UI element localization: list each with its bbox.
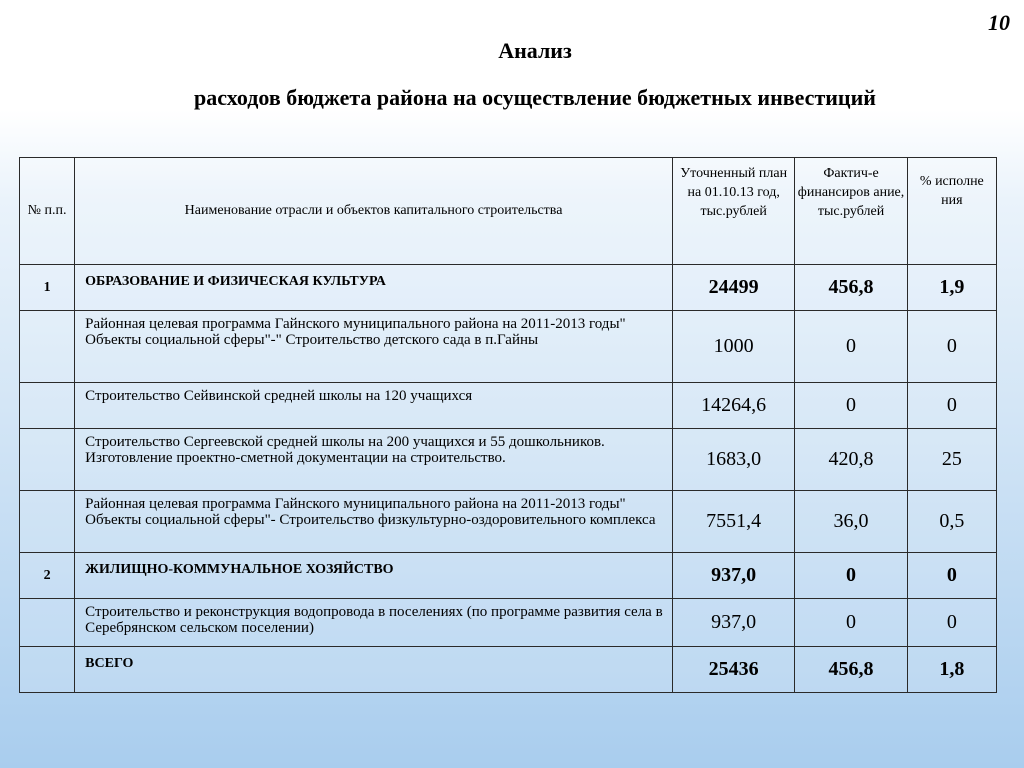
row-fact: 420,8: [795, 429, 907, 491]
row-plan: 1683,0: [672, 429, 794, 491]
row-pct: 0: [907, 553, 996, 599]
table-header-row: [20, 158, 997, 265]
row-num: [20, 311, 75, 383]
page-title: Анализ: [498, 38, 572, 63]
row-pct: 0: [907, 599, 996, 647]
row-fact: 0: [795, 311, 907, 383]
table-row: [20, 311, 997, 383]
row-name: ОБРАЗОВАНИЕ И ФИЗИЧЕСКАЯ КУЛЬТУРА: [75, 265, 673, 311]
page-subtitle: расходов бюджета района на осуществление бюджетных инвестиций: [194, 85, 876, 110]
row-fact: 0: [795, 599, 907, 647]
row-plan: 937,0: [672, 599, 794, 647]
header-fact: Фактич-е финансиров ание, тыс.рублей: [795, 158, 907, 265]
header-pct: % исполне ния: [907, 158, 996, 265]
row-fact: 456,8: [795, 647, 907, 693]
table-row: [20, 429, 997, 491]
row-num: [20, 383, 75, 429]
row-plan: 937,0: [672, 553, 794, 599]
header-name: Наименование отрасли и объектов капитального строительства: [75, 158, 673, 265]
row-pct: 1,9: [907, 265, 996, 311]
row-plan: 7551,4: [672, 491, 794, 553]
table-row: [20, 383, 997, 429]
row-name: Строительство и реконструкция водопровода в поселениях (по программе развития села в Серебрянском сельском поселении): [75, 599, 673, 647]
row-name: Районная целевая программа Гайнского муниципального района на 2011-2013 годы" Объекты социальной сферы"- Строительство физкультурно-оздоровительного комплекса: [75, 491, 673, 553]
row-plan: 14264,6: [672, 383, 794, 429]
row-num: 2: [20, 553, 75, 599]
budget-table: [19, 157, 997, 693]
row-name: Районная целевая программа Гайнского муниципального района на 2011-2013 годы" Объекты социальной сферы"-" Строительство детского сада в п.Гайны: [75, 311, 673, 383]
row-pct: 0: [907, 383, 996, 429]
row-num: [20, 647, 75, 693]
table-row: [20, 599, 997, 647]
row-num: [20, 429, 75, 491]
header-num: № п.п.: [20, 158, 75, 265]
row-fact: 0: [795, 553, 907, 599]
row-name: Строительство Сейвинской средней школы на 120 учащихся: [75, 383, 673, 429]
row-fact: 0: [795, 383, 907, 429]
row-plan: 24499: [672, 265, 794, 311]
row-num: [20, 599, 75, 647]
row-name: ВСЕГО: [75, 647, 673, 693]
row-plan: 1000: [672, 311, 794, 383]
page-number: 10: [988, 10, 1010, 35]
table-row: [20, 265, 997, 311]
row-num: 1: [20, 265, 75, 311]
table-row-total: [20, 647, 997, 693]
table-row: [20, 553, 997, 599]
row-name: ЖИЛИЩНО-КОММУНАЛЬНОЕ ХОЗЯЙСТВО: [75, 553, 673, 599]
row-fact: 456,8: [795, 265, 907, 311]
row-num: [20, 491, 75, 553]
header-plan: Уточненный план на 01.10.13 год, тыс.рублей: [672, 158, 794, 265]
row-plan: 25436: [672, 647, 794, 693]
table-row: [20, 491, 997, 553]
row-pct: 0,5: [907, 491, 996, 553]
row-pct: 25: [907, 429, 996, 491]
row-fact: 36,0: [795, 491, 907, 553]
row-pct: 1,8: [907, 647, 996, 693]
row-name: Строительство Сергеевской средней школы на 200 учащихся и 55 дошкольников. Изготовление проектно-сметной документации на строительство.: [75, 429, 673, 491]
row-pct: 0: [907, 311, 996, 383]
